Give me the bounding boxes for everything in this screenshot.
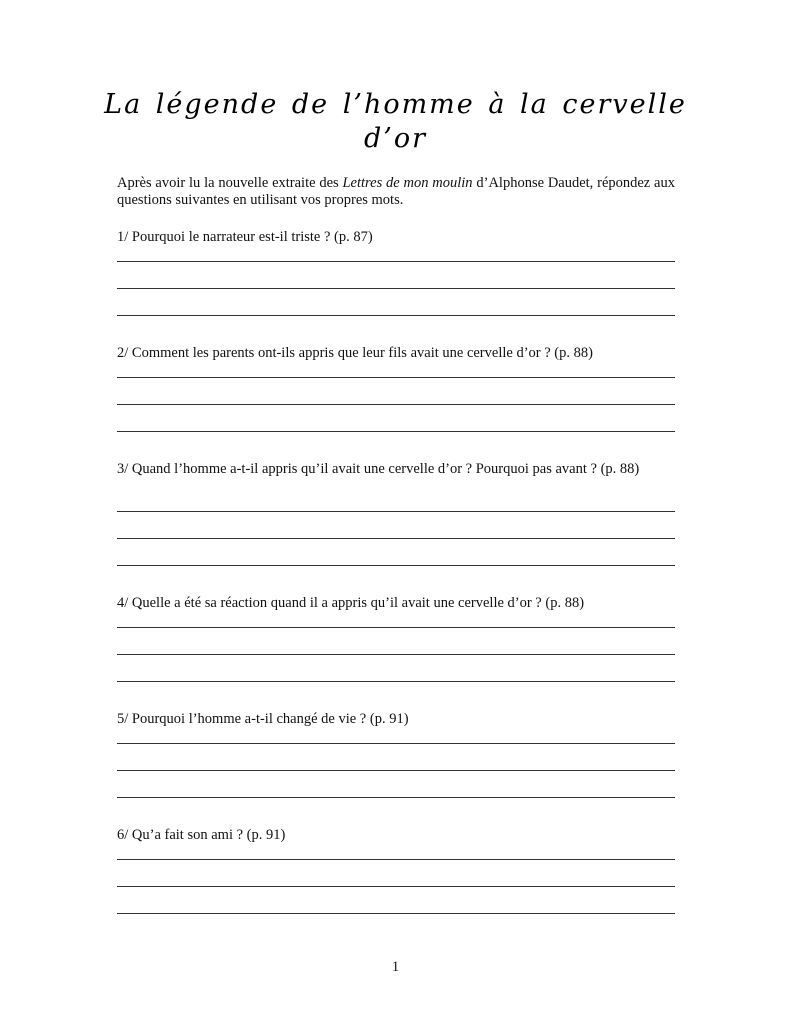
- instructions-paragraph: [117, 175, 675, 209]
- answer-line-6c[interactable]: [117, 913, 675, 914]
- question-4: 4/ Quelle a été sa réaction quand il a appris qu’il avait une cervelle d’or ? (p. 88): [117, 595, 585, 611]
- instructions-text-end: d’Alphonse Daudet, répondez aux questions suivantes en utilisant vos propres mots.: [117, 175, 675, 208]
- answer-line-6b[interactable]: [117, 886, 675, 887]
- title-line-1: La légende de l’homme à la cervelle: [104, 89, 687, 120]
- answer-line-2c[interactable]: [117, 431, 675, 432]
- question-5: 5/ Pourquoi l’homme a-t-il changé de vie ? (p. 91): [117, 711, 409, 727]
- instructions-text-start: Après avoir lu la nouvelle extraite des: [117, 175, 343, 191]
- answer-line-5a[interactable]: [117, 743, 675, 744]
- answer-line-5c[interactable]: [117, 797, 675, 798]
- book-title: Lettres de mon moulin: [342, 175, 473, 191]
- answer-line-6a[interactable]: [117, 859, 675, 860]
- answer-line-1a[interactable]: [117, 261, 675, 262]
- title-line-2: d’or: [363, 123, 428, 154]
- answer-line-4c[interactable]: [117, 681, 675, 682]
- answer-line-1b[interactable]: [117, 288, 675, 289]
- answer-line-3c[interactable]: [117, 565, 675, 566]
- answer-line-4a[interactable]: [117, 627, 675, 628]
- answer-line-2b[interactable]: [117, 404, 675, 405]
- answer-line-3a[interactable]: [117, 511, 675, 512]
- question-3: 3/ Quand l’homme a-t-il appris qu’il avait une cervelle d’or ? Pourquoi pas avant ? (p. 88): [117, 461, 640, 477]
- answer-line-4b[interactable]: [117, 654, 675, 655]
- answer-line-5b[interactable]: [117, 770, 675, 771]
- page-number: 1: [391, 959, 400, 975]
- question-6: 6/ Qu’a fait son ami ? (p. 91): [117, 827, 286, 843]
- answer-line-1c[interactable]: [117, 315, 675, 316]
- answer-line-2a[interactable]: [117, 377, 675, 378]
- question-1: 1/ Pourquoi le narrateur est-il triste ? (p. 87): [117, 229, 373, 245]
- question-2: 2/ Comment les parents ont-ils appris que leur fils avait une cervelle d’or ? (p. 88): [117, 345, 593, 361]
- answer-line-3b[interactable]: [117, 538, 675, 539]
- page-title: [100, 88, 691, 156]
